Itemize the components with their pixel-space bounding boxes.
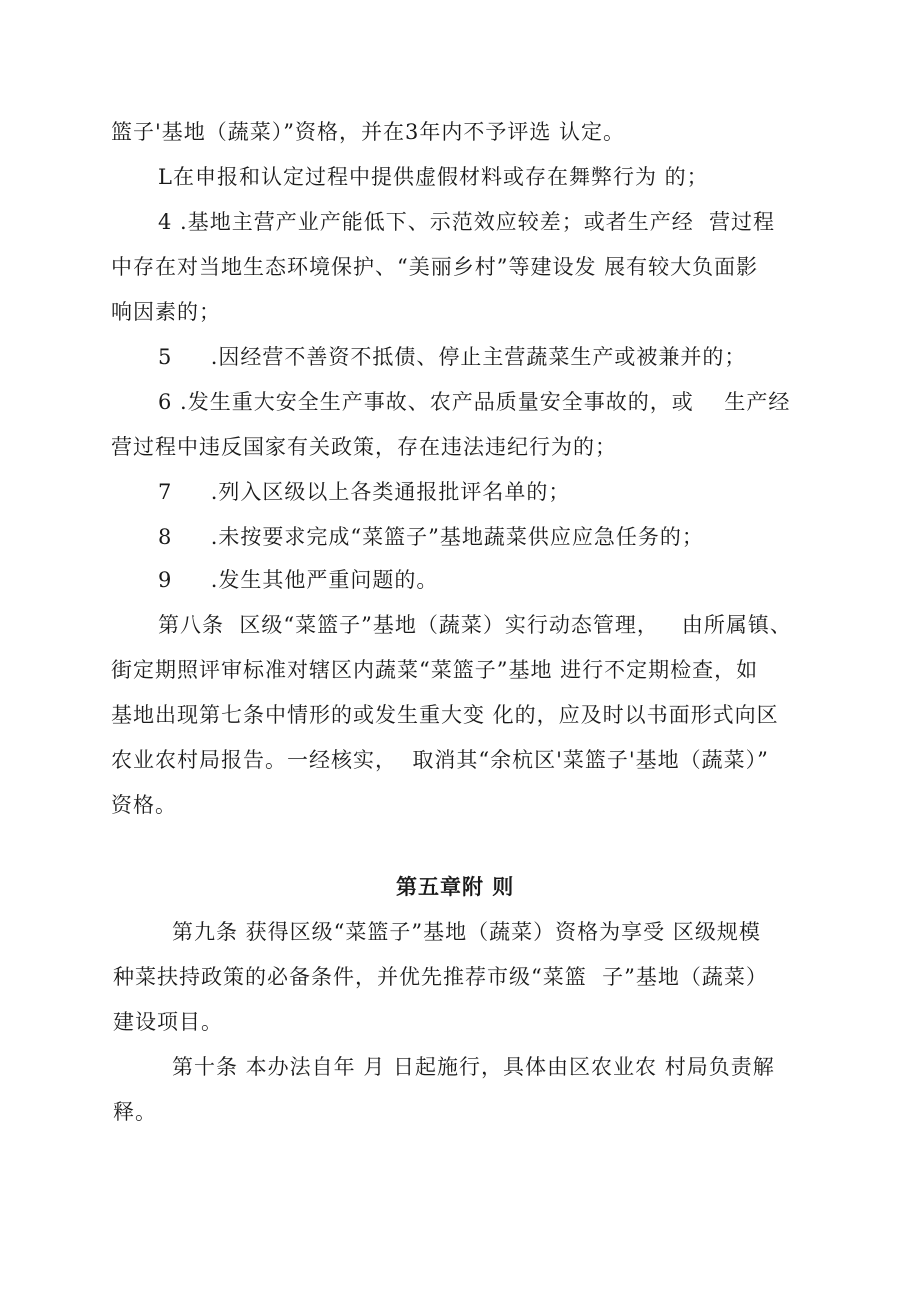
text-line: 街定期照评审标准对辖区内蔬菜“菜篮子”基地 进行不定期检查，如 bbox=[111, 658, 759, 682]
list-item-9: 9 .发生其他严重问题的。 bbox=[158, 568, 439, 592]
text-line: 资格。 bbox=[111, 793, 177, 817]
list-item-4: 4 .基地主营产业产能低下、示范效应较差；或者生产经 营过程 bbox=[158, 210, 776, 234]
article-8: 第八条 区级“菜篮子”基地（蔬菜）实行动态管理， 由所属镇、 bbox=[158, 613, 792, 637]
text-line: 释。 bbox=[113, 1100, 157, 1124]
text-line: 建设项目。 bbox=[113, 1010, 223, 1034]
text-line: 种菜扶持政策的必备条件，并优先推荐市级“菜篮 子”基地（蔬菜） bbox=[113, 965, 768, 989]
text-line: L在申报和认定过程中提供虚假材料或存在舞弊行为 的； bbox=[158, 165, 709, 189]
article-10: 第十条 本办法自年 月 日起施行，具体由区农业农 村局负责解 bbox=[172, 1055, 775, 1079]
article-9: 第九条 获得区级“菜篮子”基地（蔬菜）资格为享受 区级规模 bbox=[172, 920, 761, 944]
list-item-8: 8 .未按要求完成“菜篮子”基地蔬菜供应应急任务的； bbox=[158, 525, 704, 549]
chapter-heading: 第五章附 则 bbox=[396, 875, 515, 899]
text-line: 中存在对当地生态环境保护、“美丽乡村”等建设发 展有较大负面影 bbox=[111, 255, 759, 279]
list-item-7: 7 .列入区级以上各类通报批评名单的； bbox=[158, 480, 571, 504]
text-line: 营过程中违反国家有关政策，存在违法违纪行为的； bbox=[111, 435, 617, 459]
text-line: 篮子'基地（蔬菜）”资格，并在3年内不予评选 认定。 bbox=[111, 120, 626, 144]
list-item-5: 5 .因经营不善资不抵债、停止主营蔬菜生产或被兼并的； bbox=[158, 345, 747, 369]
text-line: 基地出现第七条中情形的或发生重大变 化的，应及时以书面形式向区 bbox=[111, 703, 779, 727]
text-line: 响因素的； bbox=[111, 300, 221, 324]
text-line: 农业农村局报告。一经核实， 取消其“余杭区'菜篮子'基地（蔬菜）” bbox=[111, 748, 769, 772]
list-item-6: 6 .发生重大安全生产事故、农产品质量安全事故的，或 生产经 bbox=[158, 390, 791, 414]
